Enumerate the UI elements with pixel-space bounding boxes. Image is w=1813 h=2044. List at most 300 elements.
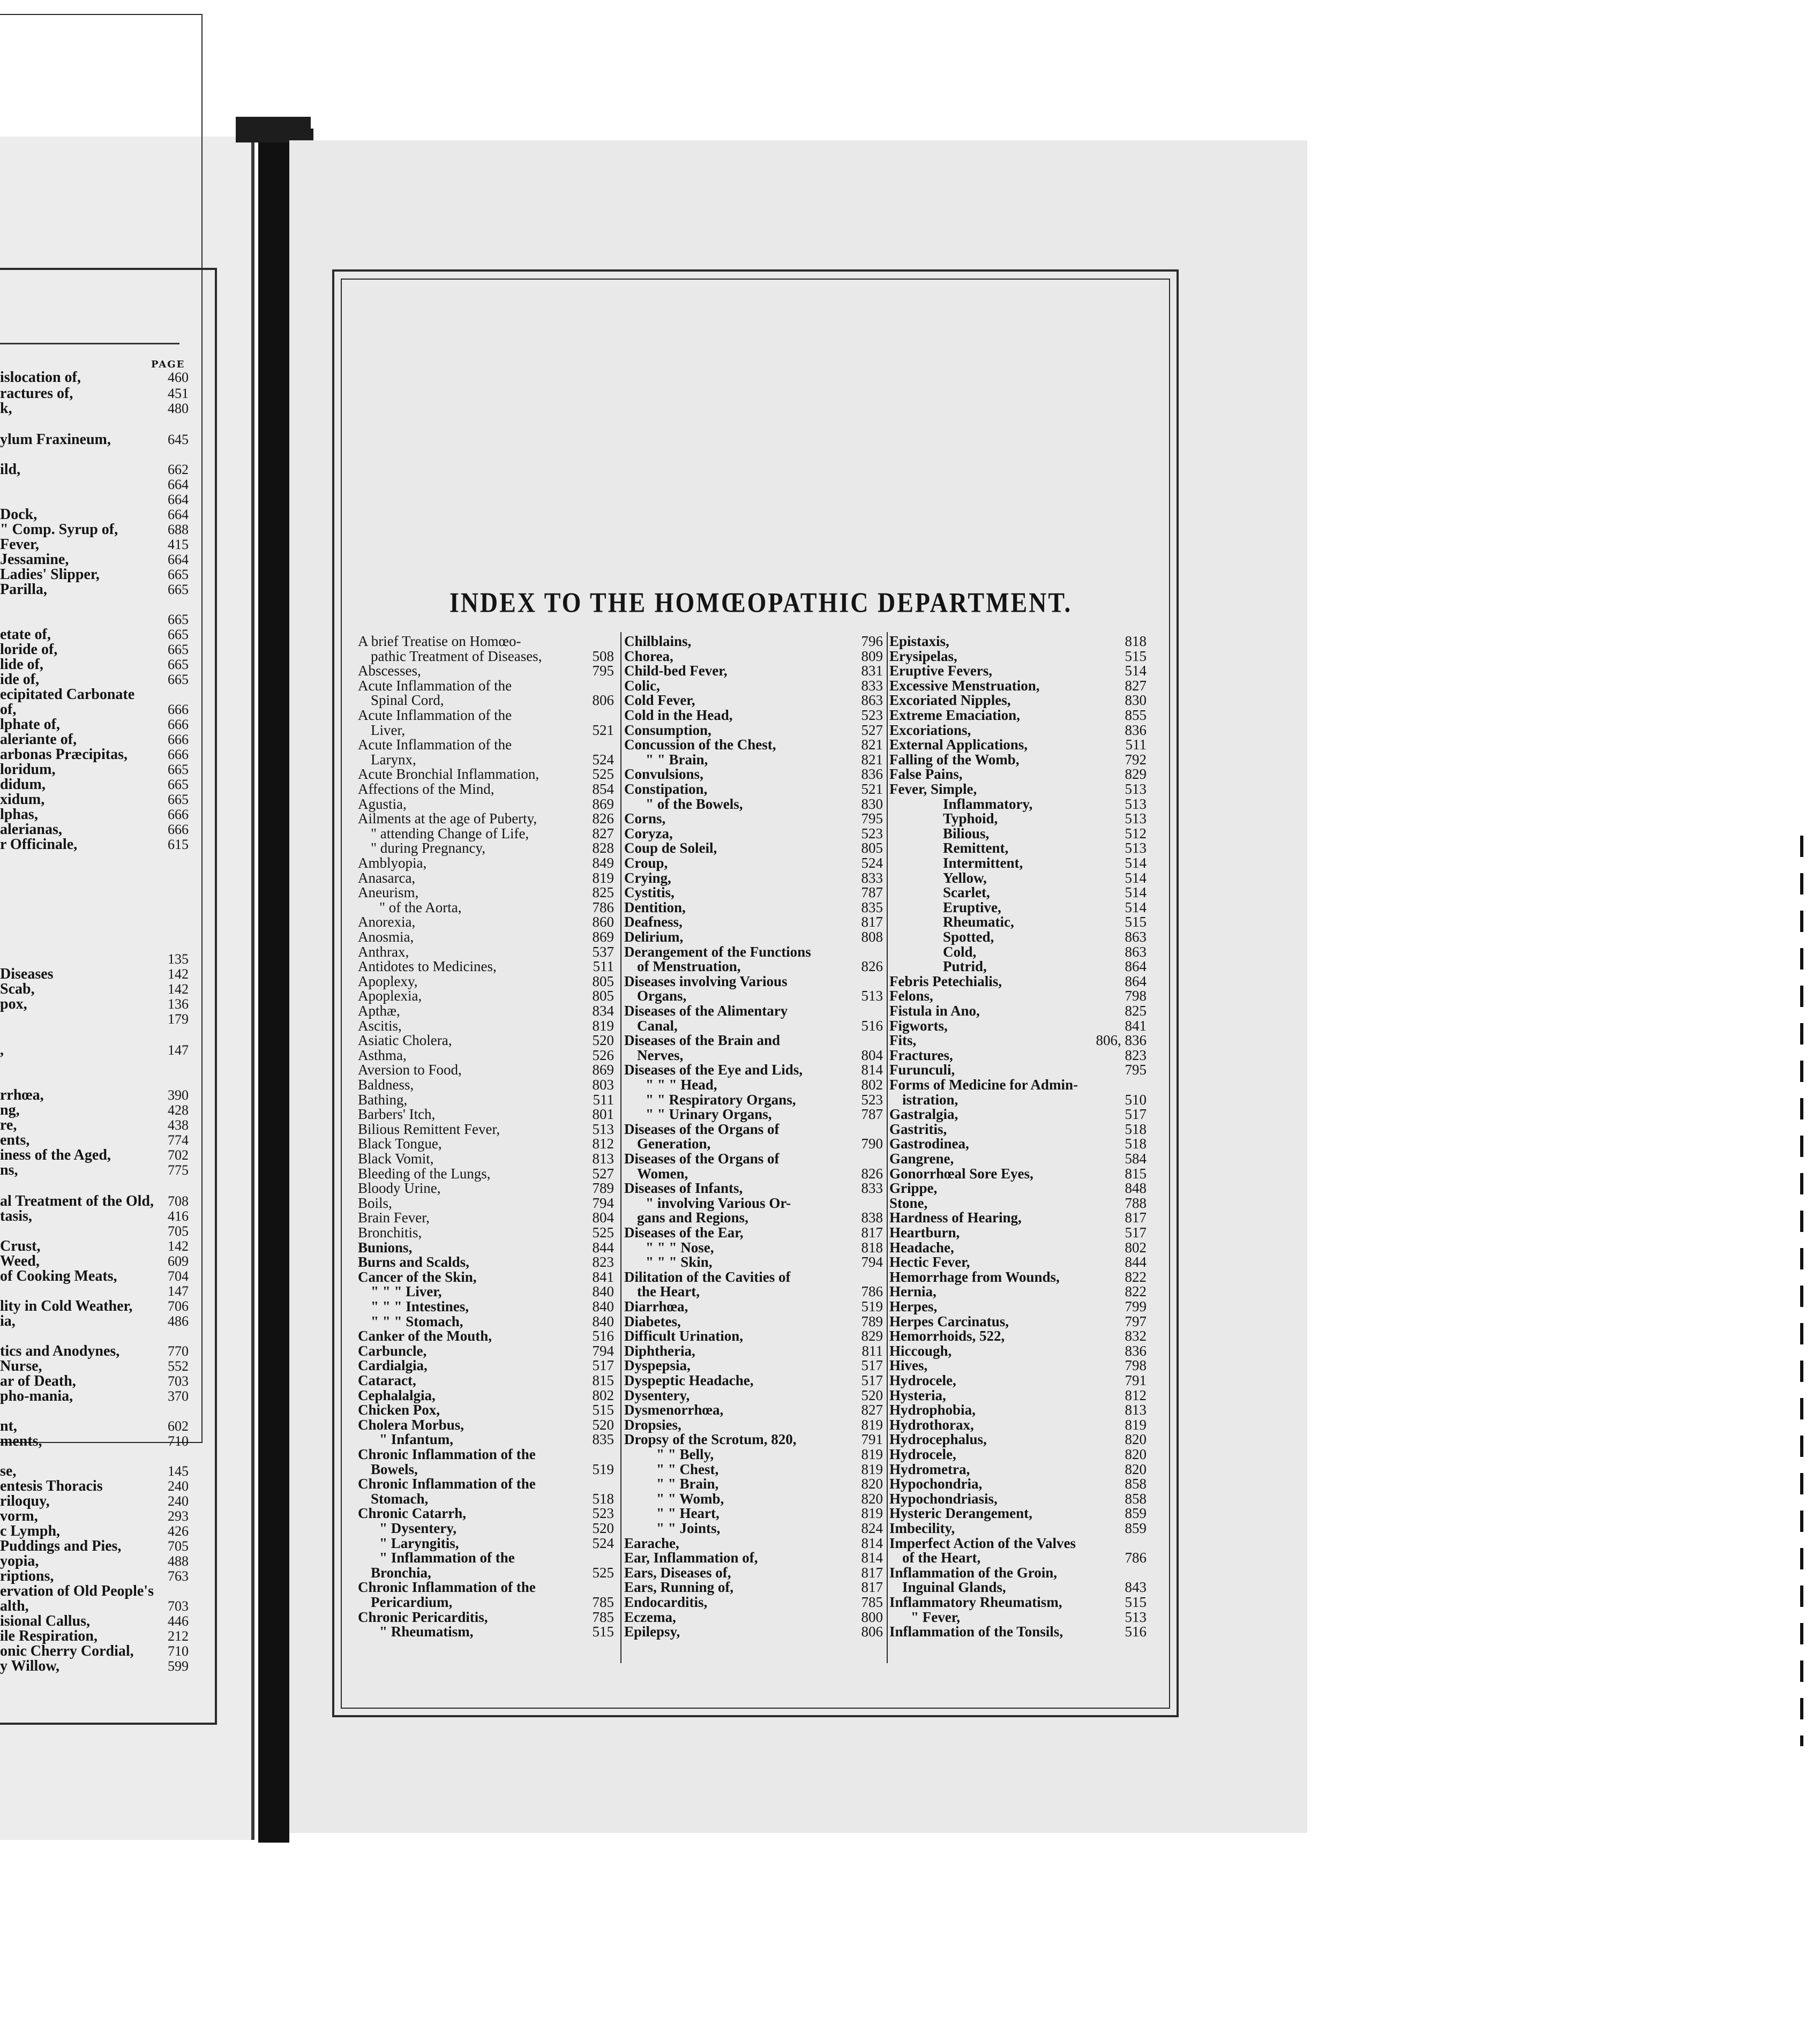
index-entry: [889, 634, 1147, 649]
entry-page-number: 516: [592, 1328, 614, 1344]
entry-page-number: 537: [592, 943, 614, 960]
entry-page-number: 511: [1125, 737, 1147, 753]
entry-term: Dysmenorrhœa,: [624, 1402, 724, 1418]
entry-term: " Inflammation of the: [379, 1550, 515, 1566]
entry-page-number: 797: [1125, 1313, 1147, 1329]
entry-page-number: 825: [1125, 1003, 1147, 1019]
entry-page-number: 821: [861, 751, 883, 768]
entry-page-number: 790: [861, 1136, 883, 1152]
entry-term: Dock,: [0, 506, 38, 523]
entry-term: Pericardium,: [371, 1594, 453, 1610]
entry-page-number: 523: [861, 707, 883, 723]
entry-page-number: 813: [592, 1151, 614, 1167]
index-entry: [889, 1092, 1147, 1107]
index-entry: [624, 1225, 883, 1240]
index-entry: [889, 1343, 1147, 1358]
entry-page-number: 665: [168, 777, 189, 792]
entry-page-number: 843: [1125, 1579, 1147, 1596]
entry-page-number: 789: [592, 1180, 614, 1197]
entry-page-number: 804: [861, 1047, 883, 1063]
left-index-entry: [0, 1583, 193, 1599]
index-entry: [624, 1077, 883, 1092]
entry-page-number: 805: [861, 840, 883, 856]
index-entry: [624, 1166, 883, 1181]
entry-term: Stone,: [889, 1194, 928, 1211]
left-index-entry: [0, 1132, 193, 1148]
left-index-entry: [0, 1643, 193, 1659]
index-entry: [889, 944, 1147, 959]
entry-term: ents,: [0, 1132, 30, 1148]
index-entry: [624, 723, 883, 738]
entry-page-number: 142: [168, 966, 189, 982]
entry-term: Boils,: [358, 1194, 392, 1211]
entry-term: Bleeding of the Lungs,: [358, 1165, 491, 1182]
index-entry: [358, 1610, 614, 1625]
entry-term: Hysteria,: [889, 1387, 946, 1403]
entry-term: Hardness of Hearing,: [889, 1209, 1022, 1226]
entry-page-number: 794: [861, 1254, 883, 1271]
left-index-entry: [0, 672, 193, 688]
entry-page-number: 800: [861, 1609, 883, 1625]
index-entry: [358, 796, 614, 811]
left-index-entry: [0, 1373, 193, 1389]
entry-page-number: 786: [592, 899, 614, 915]
entry-term: Heartburn,: [889, 1224, 960, 1241]
entry-page-number: 869: [592, 795, 614, 812]
index-entry: [889, 900, 1147, 915]
index-entry: [889, 826, 1147, 841]
entry-page-number: 817: [861, 1224, 883, 1241]
index-entry: [624, 974, 883, 989]
left-index-entry: [0, 567, 193, 583]
index-entry: [889, 1624, 1147, 1639]
entry-term: Endocarditis,: [624, 1594, 708, 1610]
index-entry: [358, 811, 614, 826]
entry-term: Acute Inflammation of the: [358, 707, 512, 723]
entry-term: Anorexia,: [358, 914, 416, 930]
entry-term: " during Pregnancy,: [371, 840, 485, 856]
index-entry: [889, 678, 1147, 693]
left-index-entry: [0, 1102, 193, 1118]
index-entry: [889, 693, 1147, 708]
index-entry: [624, 1210, 883, 1225]
entry-page-number: 511: [593, 1091, 614, 1108]
entry-term: Dyspepsia,: [624, 1357, 691, 1374]
entry-page-number: 615: [168, 837, 189, 852]
entry-page-number: 664: [168, 492, 189, 507]
entry-term: Gastralgia,: [889, 1106, 958, 1123]
entry-term: Excessive Menstruation,: [889, 677, 1040, 694]
entry-term: Antidotes to Medicines,: [358, 958, 497, 975]
left-index-entry: [0, 1087, 193, 1103]
index-entry: [358, 870, 614, 885]
entry-term: Agustia,: [358, 795, 407, 812]
entry-page-number: 179: [168, 1011, 189, 1027]
entry-page-number: 794: [592, 1342, 614, 1359]
entry-page-number: 840: [592, 1283, 614, 1300]
index-entry: [889, 1447, 1147, 1462]
entry-term: Inflammatory Rheumatism,: [889, 1594, 1062, 1610]
index-entry: [624, 663, 883, 678]
index-entry: [889, 1018, 1147, 1033]
entry-page-number: 802: [861, 1077, 883, 1093]
index-entry: [889, 1299, 1147, 1314]
index-entry: [358, 1432, 614, 1447]
index-entry: [358, 1107, 614, 1122]
entry-page-number: 514: [1125, 869, 1147, 886]
entry-page-number: 524: [861, 855, 883, 871]
entry-term: Baldness,: [358, 1077, 414, 1093]
entry-term: Typhoid,: [943, 810, 998, 827]
entry-page-number: 869: [592, 1062, 614, 1078]
index-entry: [624, 870, 883, 885]
index-entry: [624, 1432, 883, 1447]
entry-term: Hypochondria,: [889, 1476, 983, 1492]
entry-page-number: 763: [168, 1568, 189, 1584]
left-index-entry: [0, 1388, 193, 1404]
entry-page-number: 515: [592, 1402, 614, 1418]
index-title: INDEX TO THE HOMŒOPATHIC DEPARTMENT.: [449, 587, 1073, 618]
left-index-entry: [0, 1343, 193, 1359]
entry-page-number: 517: [861, 1357, 883, 1374]
index-entry: [358, 1343, 614, 1358]
index-entry: [624, 1373, 883, 1388]
entry-term: Crust,: [0, 1238, 41, 1254]
left-index-entry: [0, 1358, 193, 1374]
index-entry: [624, 1062, 883, 1077]
entry-page-number: 841: [1125, 1017, 1147, 1034]
entry-term: Coryza,: [624, 825, 673, 841]
entry-page-number: 832: [1125, 1328, 1147, 1344]
entry-page-number: 869: [592, 929, 614, 945]
index-entry: [889, 1314, 1147, 1329]
entry-term: didum,: [0, 776, 46, 793]
entry-term: Dentition,: [624, 899, 686, 915]
entry-page-number: 527: [861, 722, 883, 738]
left-index-entry: [0, 401, 193, 417]
index-entry: [358, 1166, 614, 1181]
index-entry: [358, 1462, 614, 1477]
entry-page-number: 480: [168, 401, 189, 416]
entry-page-number: 795: [1125, 1062, 1147, 1078]
entry-term: Cataract,: [358, 1372, 416, 1388]
entry-page-number: 819: [861, 1446, 883, 1462]
left-index-entry: [0, 507, 193, 523]
entry-page-number: 817: [861, 1579, 883, 1596]
entry-term: False Pains,: [889, 766, 963, 783]
index-entry: [624, 1343, 883, 1358]
entry-term: Cancer of the Skin,: [358, 1268, 477, 1285]
entry-page-number: 795: [861, 810, 883, 827]
entry-page-number: 702: [168, 1147, 189, 1163]
index-entry: [358, 1136, 614, 1151]
index-entry: [358, 1077, 614, 1092]
index-entry: [889, 723, 1147, 738]
entry-page-number: 819: [1125, 1416, 1147, 1433]
entry-term: Gastrodinea,: [889, 1136, 969, 1152]
entry-term: ild,: [0, 461, 21, 478]
entry-term: Affections of the Mind,: [358, 781, 495, 797]
index-entry: [358, 1595, 614, 1610]
entry-page-number: 514: [1125, 663, 1147, 679]
index-entry: [624, 766, 883, 781]
entry-term: Scab,: [0, 981, 35, 997]
index-entry: [358, 1447, 614, 1462]
entry-page-number: 821: [861, 737, 883, 753]
index-entry: [889, 840, 1147, 855]
page-column-label: PAGE: [151, 359, 185, 370]
entry-term: Diseases of the Ear,: [624, 1224, 744, 1241]
index-entry: [624, 1003, 883, 1018]
entry-page-number: 849: [592, 855, 614, 871]
index-entry: [624, 914, 883, 929]
entry-page-number: 513: [1125, 810, 1147, 827]
left-index-entry: [0, 386, 193, 402]
entry-page-number: 836: [1125, 1342, 1147, 1359]
index-entry: [889, 1550, 1147, 1565]
index-entry: [889, 1328, 1147, 1343]
entry-page-number: 814: [861, 1062, 883, 1078]
entry-page-number: 666: [168, 822, 189, 837]
entry-page-number: 525: [592, 1564, 614, 1581]
entry-page-number: 770: [168, 1343, 189, 1359]
index-entry: [889, 1269, 1147, 1284]
entry-page-number: 822: [1125, 1283, 1147, 1300]
entry-term: " Comp. Syrup of,: [0, 521, 118, 538]
index-entry: [358, 1284, 614, 1299]
entry-page-number: 806, 836: [1096, 1032, 1147, 1049]
index-entry: [358, 1033, 614, 1048]
entry-page-number: 863: [1125, 929, 1147, 945]
left-index-entry: [0, 1117, 193, 1133]
index-entry: [624, 811, 883, 826]
index-entry: [624, 1122, 883, 1137]
left-index-entry: [0, 1268, 193, 1284]
entry-term: " " " Intestines,: [371, 1298, 469, 1314]
entry-term: Headache,: [889, 1239, 954, 1256]
entry-term: Derangement of the Functions: [624, 943, 811, 960]
entry-term: Bowels,: [371, 1461, 418, 1477]
entry-page-number: 460: [168, 370, 189, 385]
entry-term: Hysteric Derangement,: [889, 1505, 1032, 1522]
entry-term: yopia,: [0, 1553, 39, 1569]
index-entry: [889, 737, 1147, 752]
entry-page-number: 863: [861, 692, 883, 709]
index-entry: [624, 1107, 883, 1122]
entry-term: Chronic Inflammation of the: [358, 1579, 536, 1596]
entry-term: Diabetes,: [624, 1313, 681, 1329]
entry-term: Bilious Remittent Fever,: [358, 1121, 500, 1137]
index-entry: [624, 855, 883, 870]
index-entry: [889, 663, 1147, 678]
entry-term: Gonorrhœal Sore Eyes,: [889, 1165, 1033, 1182]
entry-page-number: 514: [1125, 855, 1147, 871]
entry-page-number: 803: [592, 1077, 614, 1093]
entry-page-number: 521: [861, 781, 883, 797]
entry-page-number: 526: [592, 1047, 614, 1063]
entry-term: Eruptive,: [943, 899, 1001, 915]
index-entry: [358, 1580, 614, 1595]
index-entry: [358, 1358, 614, 1373]
entry-term: Erysipelas,: [889, 648, 957, 664]
entry-term: Inflammation of the Tonsils,: [889, 1624, 1063, 1640]
index-entry: [624, 1151, 883, 1166]
entry-page-number: 825: [592, 884, 614, 901]
entry-page-number: 808: [861, 929, 883, 945]
index-entry: [624, 1284, 883, 1299]
entry-term: Women,: [637, 1165, 688, 1182]
entry-term: Ears, Running of,: [624, 1579, 734, 1596]
left-index-entry: [0, 1508, 193, 1524]
index-entry: [624, 1196, 883, 1211]
index-entry: [624, 1402, 883, 1417]
index-entry: [358, 1092, 614, 1107]
index-entry: [624, 1550, 883, 1565]
entry-page-number: 840: [592, 1313, 614, 1329]
entry-page-number: 815: [592, 1372, 614, 1388]
index-entry: [624, 708, 883, 723]
index-entry: [624, 796, 883, 811]
entry-page-number: 451: [168, 386, 189, 401]
entry-page-number: 813: [1125, 1402, 1147, 1418]
entry-term: Hydrometra,: [889, 1461, 970, 1477]
left-index-entry: [0, 522, 193, 538]
entry-page-number: 814: [861, 1550, 883, 1566]
entry-page-number: 147: [168, 1042, 189, 1058]
entry-page-number: 848: [1125, 1180, 1147, 1197]
entry-term: riloquy,: [0, 1493, 50, 1509]
entry-term: vorm,: [0, 1508, 38, 1524]
entry-page-number: 515: [1125, 1594, 1147, 1610]
index-entry: [889, 796, 1147, 811]
entry-page-number: 516: [861, 1017, 883, 1034]
left-index-entry: [0, 657, 193, 673]
entry-term: " " Brain,: [646, 751, 708, 768]
entry-page-number: 812: [1125, 1387, 1147, 1403]
entry-page-number: 710: [168, 1643, 189, 1659]
entry-page-number: 844: [1125, 1254, 1147, 1271]
entry-term: Chicken Pox,: [358, 1402, 440, 1418]
entry-term: Chronic Catarrh,: [358, 1505, 466, 1522]
index-entry: [624, 1521, 883, 1536]
index-entry: [358, 649, 614, 664]
index-entry: [624, 1595, 883, 1610]
entry-page-number: 665: [168, 612, 189, 627]
index-entry: [358, 708, 614, 723]
index-entry: [889, 1210, 1147, 1225]
entry-term: pathic Treatment of Diseases,: [371, 648, 542, 664]
entry-term: xidum,: [0, 791, 45, 808]
entry-page-number: 826: [592, 810, 614, 827]
index-entry: [358, 900, 614, 915]
entry-page-number: 785: [592, 1594, 614, 1610]
entry-term: Bronchitis,: [358, 1224, 422, 1241]
index-entry: [358, 1373, 614, 1388]
entry-term: Eruptive Fevers,: [889, 663, 992, 679]
left-index-entry: [0, 1433, 193, 1449]
index-entry: [358, 1299, 614, 1314]
entry-term: iness of the Aged,: [0, 1147, 111, 1163]
index-entry: [358, 1506, 614, 1521]
entry-term: ractures of,: [0, 385, 73, 402]
index-entry: [358, 1624, 614, 1639]
index-entry: [889, 1196, 1147, 1211]
entry-term: Putrid,: [943, 958, 987, 975]
left-index-entry: [0, 1313, 193, 1329]
left-index-entry: [0, 462, 193, 478]
entry-term: Bilious,: [943, 825, 990, 841]
entry-term: Ascitis,: [358, 1017, 402, 1034]
index-entry: [624, 840, 883, 855]
left-index-entry: [0, 1238, 193, 1254]
entry-term: Diseases of the Alimentary: [624, 1003, 788, 1019]
entry-page-number: 834: [592, 1003, 614, 1019]
entry-page-number: 609: [168, 1253, 189, 1269]
entry-term: tics and Anodynes,: [0, 1343, 120, 1359]
entry-page-number: 488: [168, 1553, 189, 1569]
entry-term: etate of,: [0, 626, 51, 643]
entry-page-number: 664: [168, 507, 189, 522]
index-entry: [889, 766, 1147, 781]
entry-term: " Dysentery,: [379, 1520, 456, 1536]
index-entry: [624, 988, 883, 1003]
index-entry: [358, 914, 614, 929]
entry-term: ile Respiration,: [0, 1628, 98, 1644]
entry-term: Hydrophobia,: [889, 1402, 976, 1418]
entry-page-number: 826: [861, 958, 883, 975]
entry-page-number: 833: [861, 677, 883, 694]
left-index-entry: [0, 1658, 193, 1674]
entry-term: Anasarca,: [358, 869, 416, 886]
entry-page-number: 523: [592, 1505, 614, 1522]
entry-term: " " Respiratory Organs,: [646, 1091, 796, 1108]
entry-term: " of the Bowels,: [646, 795, 743, 812]
index-entry: [358, 959, 614, 974]
entry-term: Diarrhœa,: [624, 1298, 688, 1314]
entry-term: Hives,: [889, 1357, 928, 1374]
entry-term: Furunculi,: [889, 1062, 955, 1078]
index-entry: [624, 1048, 883, 1063]
entry-page-number: 517: [861, 1372, 883, 1388]
entry-page-number: 855: [1125, 707, 1147, 723]
index-entry: [358, 1018, 614, 1033]
entry-term: ervation of Old People's: [0, 1583, 154, 1599]
left-index-entry: [0, 1613, 193, 1629]
entry-page-number: 798: [1125, 1357, 1147, 1374]
left-index-entry: [0, 966, 193, 982]
index-entry: [889, 929, 1147, 944]
index-entry: [358, 1225, 614, 1240]
column-divider-1: [620, 632, 621, 1663]
index-entry: [358, 1536, 614, 1551]
entry-page-number: 513: [861, 988, 883, 1004]
entry-page-number: 819: [861, 1461, 883, 1477]
entry-page-number: 798: [1125, 988, 1147, 1004]
entry-term: Black Vomit,: [358, 1151, 434, 1167]
entry-term: y Willow,: [0, 1658, 60, 1674]
entry-term: ia,: [0, 1313, 16, 1329]
index-entry: [889, 959, 1147, 974]
left-index-entry: [0, 1523, 193, 1539]
index-entry: [624, 944, 883, 959]
entry-term: Intermittent,: [943, 855, 1023, 871]
left-index-entry: [0, 1042, 193, 1058]
entry-term: Liver,: [371, 722, 406, 738]
entry-page-number: 859: [1125, 1505, 1147, 1522]
entry-term: ng,: [0, 1102, 20, 1118]
entry-term: " Laryngitis,: [379, 1535, 459, 1551]
entry-term: Scarlet,: [943, 884, 990, 901]
